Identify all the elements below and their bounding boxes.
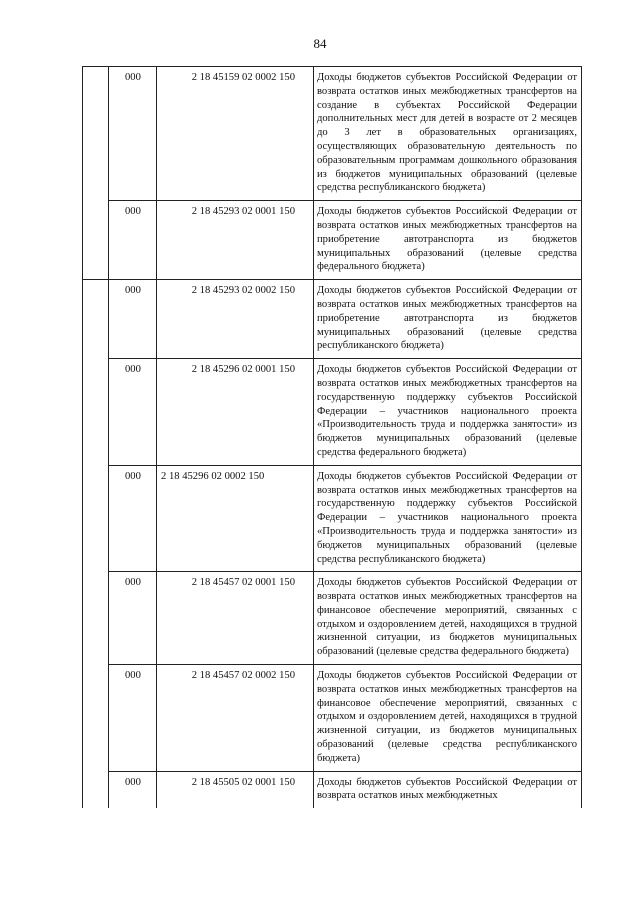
budget-code-cell: 2 18 45505 02 0001 150 bbox=[157, 771, 314, 808]
description-cell: Доходы бюджетов субъектов Российской Федерации от возврата остатков иных межбюджетных трансфертов на приобретение автотранспорта из бюджетов муниципальных образований (целевые средства федерального бюджета) bbox=[314, 201, 582, 280]
table-row bbox=[83, 465, 582, 572]
description-cell: Доходы бюджетов субъектов Российской Федерации от возврата остатков иных межбюджетных трансфертов на государственную поддержку субъектов Российской Федерации – участников национального проекта «Производительность труда и поддержка занятости» из бюджетов муниципальных образований (целевые средства федерального бюджета) bbox=[314, 359, 582, 466]
page-number: 84 bbox=[313, 36, 327, 51]
budget-code-cell: 2 18 45296 02 0001 150 bbox=[157, 359, 314, 466]
description-cell: Доходы бюджетов субъектов Российской Федерации от возврата остатков иных межбюджетных трансфертов на финансовое обеспечение мероприятий, связанных с отдыхом и оздоровлением детей, находящихся в трудной жизненной ситуации, из бюджетов муниципальных образований (целевые средства республиканского бюджета) bbox=[314, 665, 582, 772]
table-row bbox=[83, 572, 582, 665]
admin-code-cell: 000 bbox=[109, 665, 157, 772]
budget-code-cell: 2 18 45293 02 0002 150 bbox=[157, 280, 314, 359]
admin-code-cell: 000 bbox=[109, 67, 157, 201]
budget-code-cell: 2 18 45296 02 0002 150 bbox=[157, 465, 314, 572]
description-cell: Доходы бюджетов субъектов Российской Федерации от возврата остатков иных межбюджетных bbox=[314, 771, 582, 808]
table-row bbox=[83, 67, 582, 201]
budget-code-cell: 2 18 45457 02 0001 150 bbox=[157, 572, 314, 665]
empty-cell bbox=[83, 280, 109, 809]
admin-code-cell: 000 bbox=[109, 280, 157, 359]
table-row bbox=[83, 665, 582, 772]
admin-code-cell: 000 bbox=[109, 465, 157, 572]
description-cell: Доходы бюджетов субъектов Российской Федерации от возврата остатков иных межбюджетных трансфертов на финансовое обеспечение мероприятий, связанных с отдыхом и оздоровлением детей, находящихся в трудной жизненной ситуации, из бюджетов муниципальных образований (целевые средства федерального бюджета) bbox=[314, 572, 582, 665]
budget-code-cell: 2 18 45293 02 0001 150 bbox=[157, 201, 314, 280]
admin-code-cell: 000 bbox=[109, 201, 157, 280]
budget-codes-table bbox=[82, 66, 582, 808]
admin-code-cell: 000 bbox=[109, 771, 157, 808]
admin-code-cell: 000 bbox=[109, 572, 157, 665]
description-cell: Доходы бюджетов субъектов Российской Федерации от возврата остатков иных межбюджетных трансфертов на создание в субъектах Российской Федерации дополнительных мест для детей в возрасте от 2 месяцев до 3 лет в образовательных организациях, осуществляющих образовательную деятельность по образовательным программам дошкольного образования из бюджетов муниципальных образований (целевые средства республиканского бюджета) bbox=[314, 67, 582, 201]
admin-code-cell: 000 bbox=[109, 359, 157, 466]
description-cell: Доходы бюджетов субъектов Российской Федерации от возврата остатков иных межбюджетных трансфертов на государственную поддержку субъектов Российской Федерации – участников национального проекта «Производительность труда и поддержка занятости» из бюджетов муниципальных образований (целевые средства республиканского бюджета) bbox=[314, 465, 582, 572]
budget-code-cell: 2 18 45457 02 0002 150 bbox=[157, 665, 314, 772]
table-row bbox=[83, 201, 582, 280]
empty-cell bbox=[83, 67, 109, 280]
description-cell: Доходы бюджетов субъектов Российской Федерации от возврата остатков иных межбюджетных трансфертов на приобретение автотранспорта из бюджетов муниципальных образований (целевые средства республиканского бюджета) bbox=[314, 280, 582, 359]
budget-code-cell: 2 18 45159 02 0002 150 bbox=[157, 67, 314, 201]
table-row bbox=[83, 280, 582, 359]
table-row bbox=[83, 771, 582, 808]
table-row bbox=[83, 359, 582, 466]
